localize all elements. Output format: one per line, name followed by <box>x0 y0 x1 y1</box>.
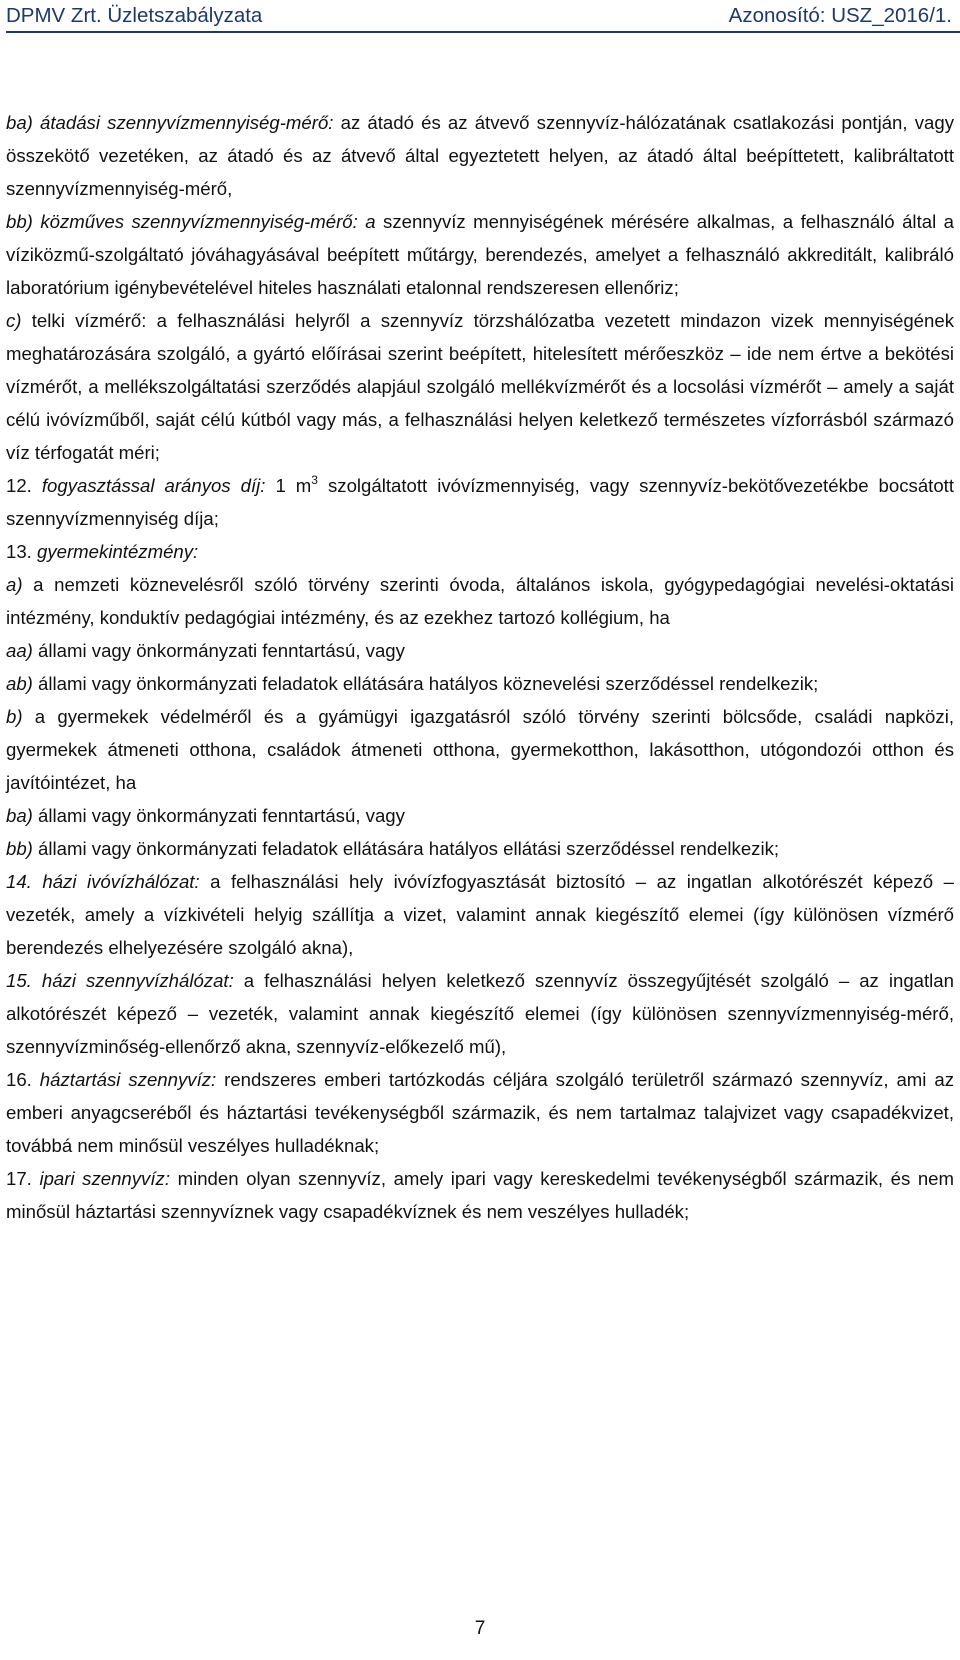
term-label: 15. házi szennyvízhálózat: <box>6 970 234 991</box>
paragraph-text: telki vízmérő: a felhasználási helyről a szennyvíz törzshálózatba vezetett mindazon vizek mennyiségének meghatározására szolgáló, a gyártó előírásai szerint beépített, hitelesített mérőeszköz – ide nem értve a bekötési vízmérőt, a mellékszolgáltatási szerződés alapjául szolgáló mellékvízmérőt és a locsolási vízmérőt – amely a saját célú ivóvízműből, saját célú kútból vagy más, a felhasználási helyen keletkező természetes vízforrásból származó víz térfogatát méri; <box>6 310 954 463</box>
item-number: 12. <box>6 475 42 496</box>
paragraph-bb-ellatasi-szerzodes <box>6 832 954 865</box>
paragraph-ab-koznevelesi-szerzodes <box>6 667 954 700</box>
term-label: háztartási szennyvíz: <box>39 1069 217 1090</box>
item-number: 17. <box>6 1168 40 1189</box>
term-label: ba) átadási szennyvízmennyiség-mérő: <box>6 112 334 133</box>
paragraph-text: az átadó és az átvevő szennyvíz-hálózatának csatlakozási pontján, vagy összekötő vezetéken, az átadó és az átvevő által egyeztetett helyen, az átadó által beépíttetett, kalibráltatott szennyvízmennyiség-mérő, <box>6 112 954 199</box>
paragraph-ba-fenntartasu <box>6 799 954 832</box>
paragraph-text: állami vagy önkormányzati feladatok ellátására hatályos ellátási szerződéssel rendelkezik; <box>32 838 780 859</box>
paragraph-text: minden olyan szennyvíz, amely ipari vagy kereskedelmi tevékenységből származik, és nem minősül háztartási szennyvíznek vagy csapadékvíznek és nem veszélyes hulladék; <box>6 1168 955 1222</box>
paragraph-text: a felhasználási helyen keletkező szennyvíz összegyűjtését szolgáló – az ingatlan alkotórészét képező – vezeték, valamint annak kiegészítő elemei (így különösen szennyvízmennyiség-mérő, szennyvízminőség-ellenőrző akna, szennyvíz-előkezelő mű), <box>6 970 954 1057</box>
term-label: a) <box>6 574 23 595</box>
paragraph-text: 1 m <box>265 475 312 496</box>
paragraph-13-gyermekintezmeny <box>6 535 954 568</box>
paragraph-ba-atadasi <box>6 106 954 205</box>
paragraph-text: a nemzeti köznevelésről szóló törvény szerinti óvoda, általános iskola, gyógypedagógiai nevelési-oktatási intézmény, konduktív pedagógiai intézmény, és az ezekhez tartozó kollégium, ha <box>6 574 954 628</box>
term-label: ba) <box>6 805 33 826</box>
header-divider <box>6 31 960 33</box>
term-label: bb) közműves szennyvízmennyiség-mérő: a <box>6 211 376 232</box>
paragraph-text: rendszeres emberi tartózkodás céljára szolgáló területről származó szennyvíz, ami az emberi anyagcseréből és háztartási tevékenységből származik, és nem tartalmaz talajvizet vagy csapadékvizet, továbbá nem minősül veszélyes hulladéknak; <box>6 1069 954 1156</box>
term-label: b) <box>6 706 23 727</box>
term-label: 14. házi ivóvízhálózat: <box>6 871 200 892</box>
paragraph-15-hazi-szennyvizhalozat <box>6 964 954 1063</box>
paragraph-12-fogyasztassal-aranyos-dij <box>6 469 954 535</box>
term-label: gyermekintézmény: <box>37 541 199 562</box>
paragraph-text: szennyvíz mennyiségének mérésére alkalmas, a felhasználó által a víziközmű-szolgáltató jóváhagyásával beépített műtárgy, berendezés, amelyet a felhasználó akkreditált, kalibráló laboratórium igénybevételével hiteles használati etalonnal rendszeresen ellenőriz; <box>6 211 954 298</box>
item-number: 16. <box>6 1069 40 1090</box>
paragraph-text: állami vagy önkormányzati feladatok ellátására hatályos köznevelési szerződéssel rendelkezik; <box>32 673 819 694</box>
paragraph-16-haztartasi-szennyviz <box>6 1063 954 1162</box>
term-label: ab) <box>6 673 33 694</box>
document-body <box>6 106 954 1228</box>
paragraph-text: állami vagy önkormányzati fenntartású, vagy <box>32 640 405 661</box>
paragraph-bb-kozmuves <box>6 205 954 304</box>
paragraph-text: a gyermekek védelméről és a gyámügyi igazgatásról szóló törvény szerinti bölcsőde, családi napközi, gyermekek átmeneti otthona, családok átmeneti otthona, gyermekotthon, lakásotthon, utógondozói otthon és javítóintézet, ha <box>6 706 954 793</box>
paragraph-17-ipari-szennyviz <box>6 1162 954 1228</box>
term-label: aa) <box>6 640 33 661</box>
term-label: fogyasztással arányos díj: <box>41 475 266 496</box>
paragraph-text: a felhasználási hely ivóvízfogyasztását biztosító – az ingatlan alkotórészét képező – vezeték, amely a vízkivételi helyig szállítja a vizet, valamint annak kiegészítő elemei (így különösen vízmérő berendezés elhelyezésére szolgáló akna), <box>6 871 954 958</box>
paragraph-a-oktatasi-intezmeny <box>6 568 954 634</box>
superscript: 3 <box>311 473 318 487</box>
paragraph-14-hazi-ivovizhalozat <box>6 865 954 964</box>
document-title: DPMV Zrt. Üzletszabályzata <box>6 4 263 27</box>
paragraph-aa-fenntartasu <box>6 634 954 667</box>
term-label: bb) <box>6 838 33 859</box>
page-number: 7 <box>474 1618 486 1639</box>
page-header <box>6 0 960 32</box>
paragraph-c-telki-vizmero <box>6 304 954 469</box>
paragraph-b-gyermekvedelem <box>6 700 954 799</box>
term-label: ipari szennyvíz: <box>39 1168 170 1189</box>
document-identifier: Azonosító: USZ_2016/1. <box>728 4 952 27</box>
paragraph-text: állami vagy önkormányzati fenntartású, vagy <box>32 805 405 826</box>
item-number: 13. <box>6 541 38 562</box>
term-label: c) <box>6 310 22 331</box>
paragraph-text: szolgáltatott ivóvízmennyiség, vagy szennyvíz-bekötővezetékbe bocsátott szennyvízmennyiség díja; <box>6 475 954 529</box>
